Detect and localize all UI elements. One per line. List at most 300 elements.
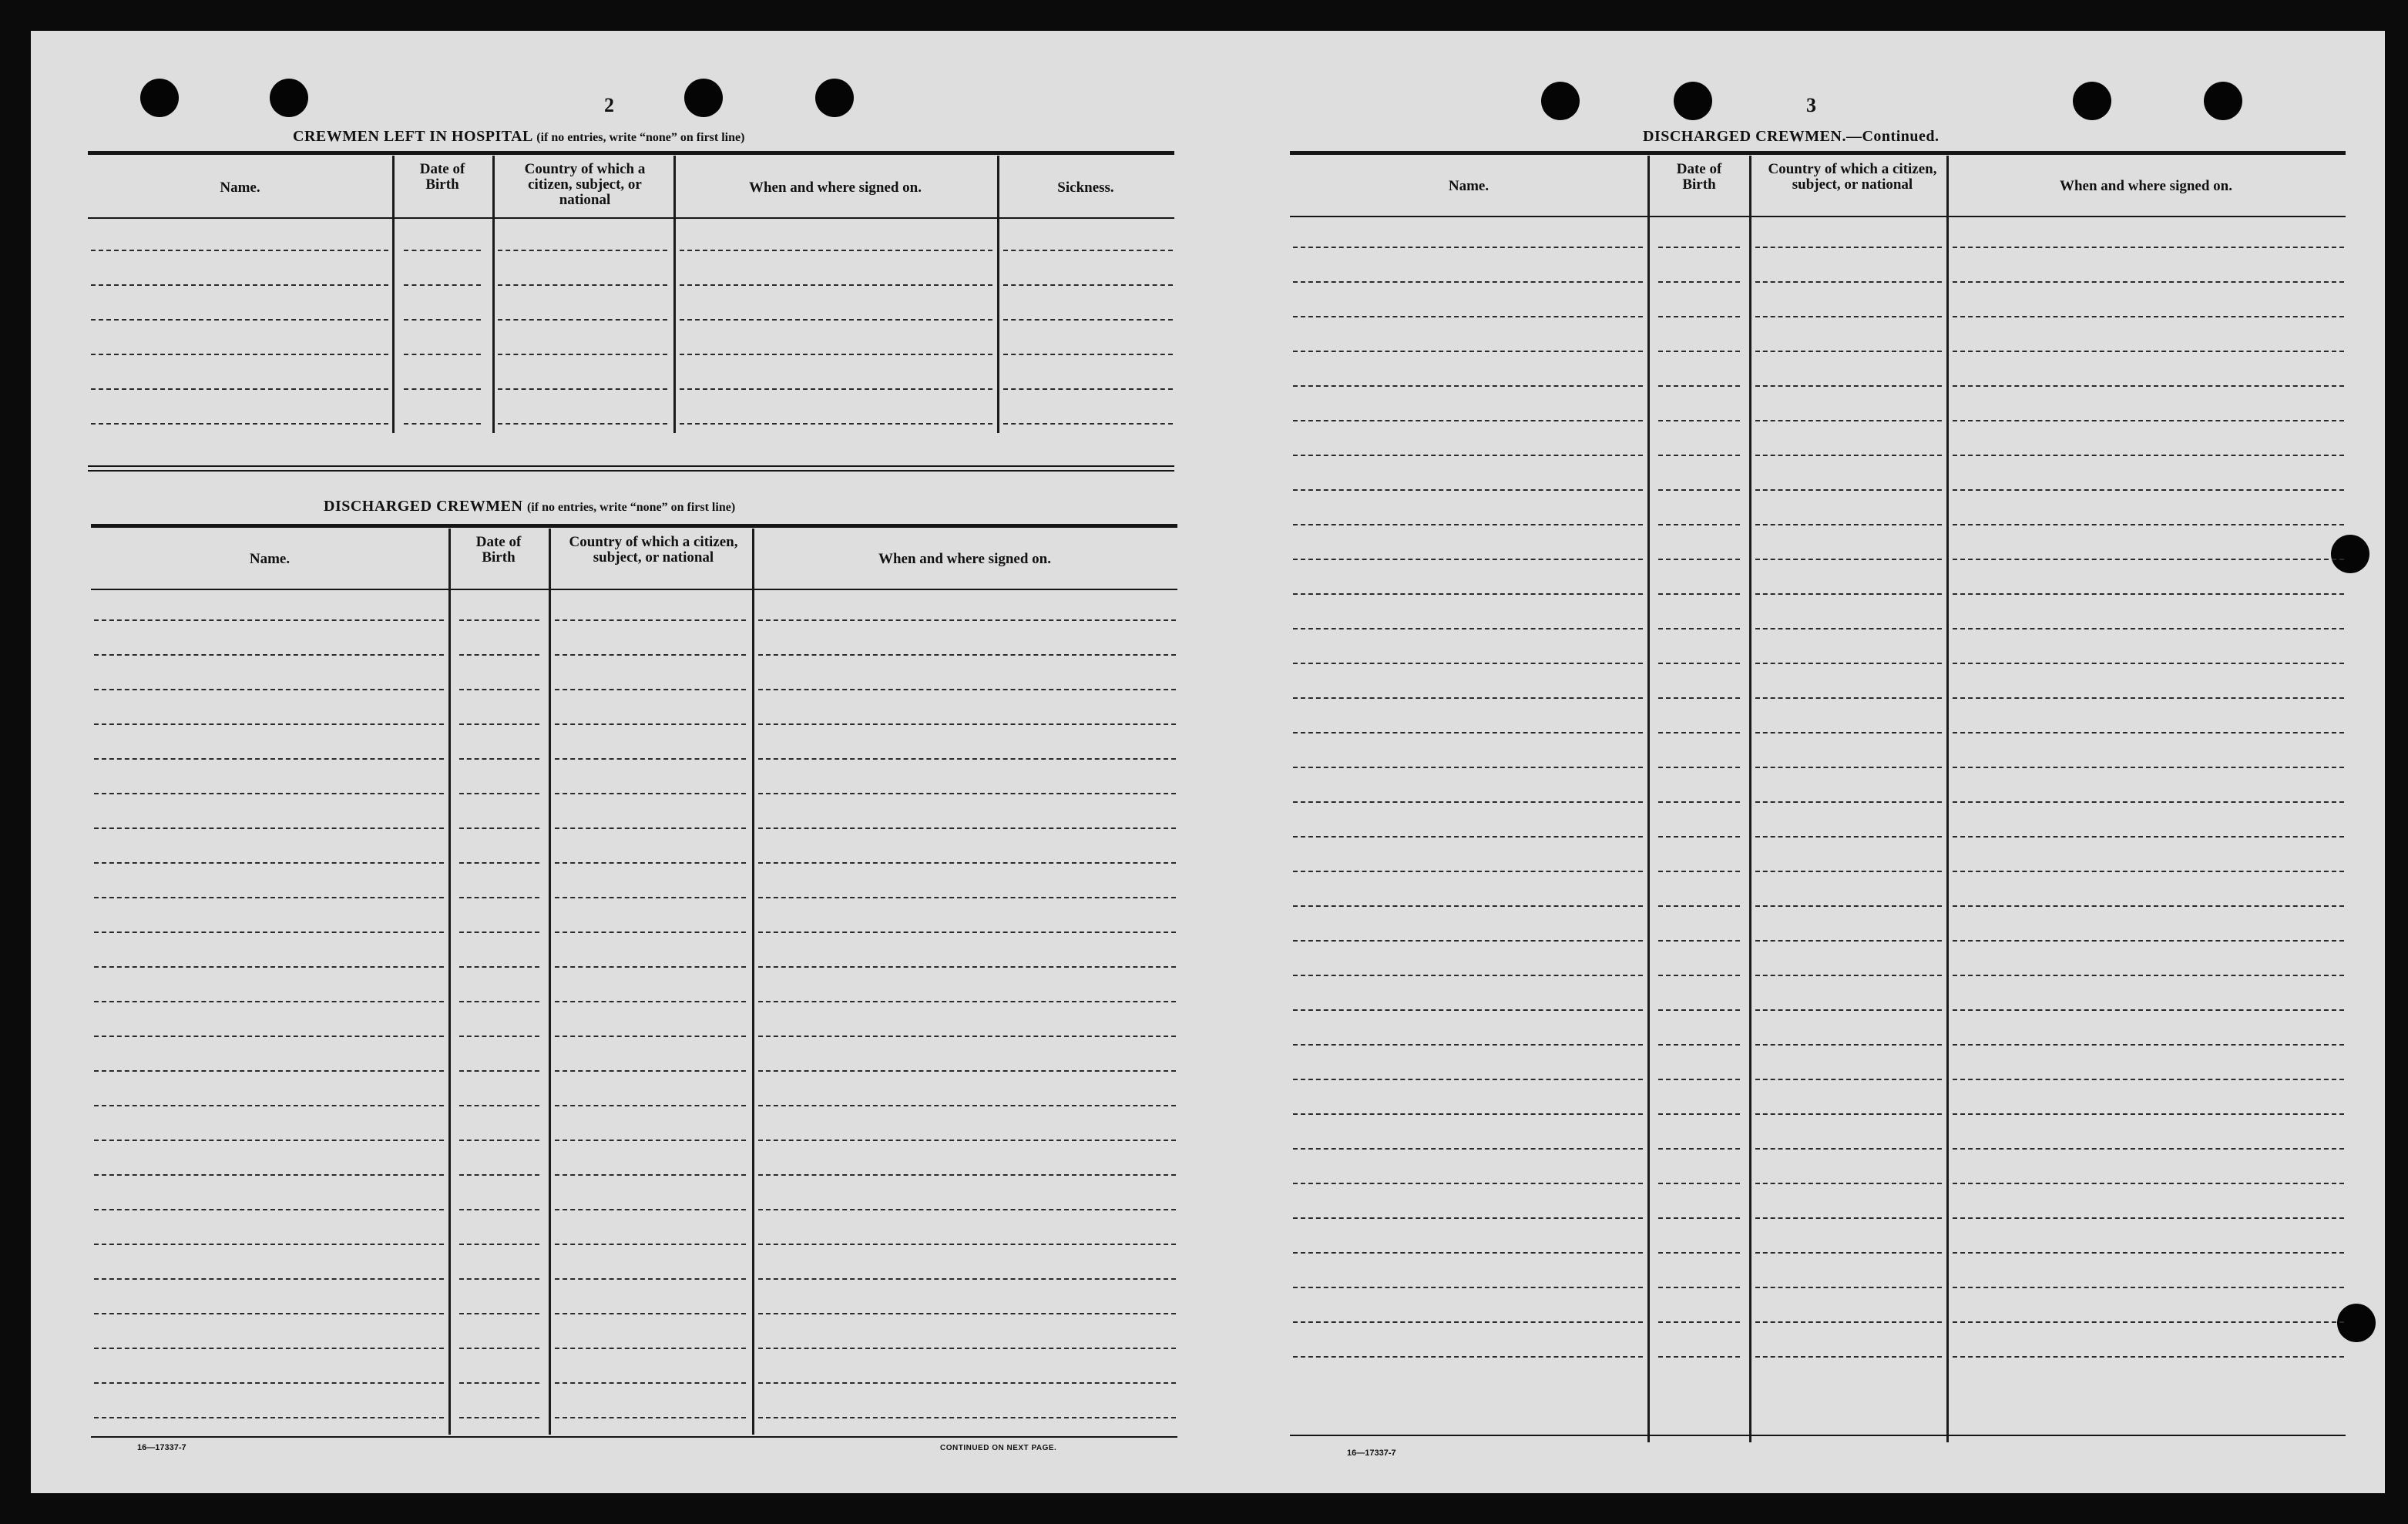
dotted-entry-line (1755, 559, 1942, 560)
dotted-entry-line (1658, 1183, 1740, 1184)
dotted-entry-line (94, 1278, 444, 1280)
column-header-country: Country of which a citizen, subject, or national (524, 161, 646, 208)
dotted-entry-line (1003, 250, 1173, 251)
dotted-entry-line (459, 689, 539, 690)
column-header-name: Name. (220, 180, 260, 196)
dotted-entry-line (1293, 489, 1643, 491)
column-header-date-of-birth: Date of Birth (419, 161, 465, 193)
dotted-entry-line (1293, 801, 1643, 803)
dotted-entry-line (1755, 593, 1942, 595)
punch-hole (270, 79, 308, 117)
dotted-entry-line (758, 1417, 1176, 1418)
dotted-entry-line (555, 932, 746, 933)
column-divider (1946, 156, 1949, 1442)
dotted-entry-line (94, 1382, 444, 1384)
dotted-entry-line (1755, 732, 1942, 733)
dotted-entry-line (1953, 1356, 2344, 1358)
dotted-entry-line (1658, 663, 1740, 664)
column-header-name: Name. (1448, 178, 1489, 194)
table-header-rule (88, 217, 1174, 219)
dotted-entry-line (1755, 1079, 1942, 1080)
dotted-entry-line (94, 758, 444, 760)
dotted-entry-line (1755, 1148, 1942, 1150)
discharged-table-left (91, 524, 1177, 1441)
dotted-entry-line (94, 723, 444, 725)
dotted-entry-line (459, 966, 539, 968)
dotted-entry-line (1658, 1079, 1740, 1080)
dotted-entry-line (758, 793, 1176, 794)
dotted-entry-line (1658, 489, 1740, 491)
dotted-entry-line (555, 758, 746, 760)
dotted-entry-line (1755, 420, 1942, 421)
page-number: 2 (604, 94, 614, 116)
punch-hole (684, 79, 723, 117)
dotted-entry-line (404, 354, 481, 355)
punch-hole (1674, 82, 1712, 120)
dotted-entry-line (94, 689, 444, 690)
column-header-sickness: Sickness. (1057, 180, 1114, 196)
dotted-entry-line (1953, 871, 2344, 872)
dotted-entry-line (1293, 628, 1643, 629)
dotted-entry-line (1293, 247, 1643, 248)
dotted-entry-line (1755, 663, 1942, 664)
dotted-entry-line (91, 284, 388, 286)
dotted-entry-line (1755, 281, 1942, 283)
column-header-country: Country of which a citizen, subject, or national (1768, 161, 1937, 193)
dotted-entry-line (1953, 1183, 2344, 1184)
dotted-entry-line (1293, 1217, 1643, 1219)
table-top-rule (88, 151, 1174, 155)
table-bottom-rule (88, 465, 1174, 467)
dotted-entry-line (1755, 697, 1942, 699)
column-divider (448, 529, 451, 1435)
dotted-entry-line (1953, 1009, 2344, 1011)
form-number: 16—17337-7 (137, 1443, 186, 1452)
discharged-section-title (324, 498, 735, 515)
dotted-entry-line (459, 1209, 539, 1210)
form-number: 16—17337-7 (1347, 1448, 1396, 1458)
dotted-entry-line (555, 1140, 746, 1141)
dotted-entry-line (1293, 1183, 1643, 1184)
dotted-entry-line (555, 1209, 746, 1210)
left-page (31, 31, 1210, 1493)
dotted-entry-line (1953, 1321, 2344, 1323)
dotted-entry-line (1658, 1287, 1740, 1288)
dotted-entry-line (1293, 1321, 1643, 1323)
column-divider (673, 156, 676, 433)
dotted-entry-line (1953, 455, 2344, 456)
dotted-entry-line (555, 862, 746, 864)
dotted-entry-line (1755, 1252, 1942, 1254)
column-header-signed-on: When and where signed on. (748, 180, 922, 196)
dotted-entry-line (1953, 940, 2344, 942)
dotted-entry-line (1953, 767, 2344, 768)
dotted-entry-line (758, 1174, 1176, 1176)
dotted-entry-line (94, 619, 444, 621)
table-bottom-rule (1290, 1435, 2346, 1436)
page-number: 3 (1806, 94, 1816, 116)
dotted-entry-line (758, 1036, 1176, 1037)
dotted-entry-line (498, 284, 667, 286)
dotted-entry-line (459, 619, 539, 621)
dotted-entry-line (1755, 1009, 1942, 1011)
dotted-entry-line (1755, 1217, 1942, 1219)
dotted-entry-line (1755, 801, 1942, 803)
dotted-entry-line (1658, 767, 1740, 768)
dotted-entry-line (555, 1036, 746, 1037)
dotted-entry-line (1755, 351, 1942, 352)
dotted-entry-line (498, 354, 667, 355)
dotted-entry-line (555, 1244, 746, 1245)
dotted-entry-line (1658, 385, 1740, 387)
dotted-entry-line (91, 423, 388, 425)
dotted-entry-line (1658, 351, 1740, 352)
dotted-entry-line (1755, 489, 1942, 491)
dotted-entry-line (94, 1244, 444, 1245)
dotted-entry-line (758, 689, 1176, 690)
dotted-entry-line (94, 1105, 444, 1106)
dotted-entry-line (680, 284, 992, 286)
dotted-entry-line (1755, 1356, 1942, 1358)
column-header-signed-on: When and where signed on. (2059, 178, 2232, 194)
dotted-entry-line (498, 250, 667, 251)
dotted-entry-line (459, 1348, 539, 1349)
dotted-entry-line (555, 827, 746, 829)
table-header-rule (1290, 216, 2346, 217)
dotted-entry-line (1755, 316, 1942, 317)
dotted-entry-line (94, 1417, 444, 1418)
discharged-title-text: DISCHARGED CREWMEN (324, 498, 523, 515)
dotted-entry-line (94, 1348, 444, 1349)
dotted-entry-line (555, 654, 746, 656)
table-bottom-rule (88, 470, 1174, 472)
dotted-entry-line (1003, 388, 1173, 390)
dotted-entry-line (1293, 1252, 1643, 1254)
dotted-entry-line (555, 1001, 746, 1002)
dotted-entry-line (1658, 1217, 1740, 1219)
dotted-entry-line (459, 1417, 539, 1418)
dotted-entry-line (1293, 281, 1643, 283)
dotted-entry-line (459, 932, 539, 933)
dotted-entry-line (758, 758, 1176, 760)
dotted-entry-line (758, 723, 1176, 725)
dotted-entry-line (459, 793, 539, 794)
dotted-entry-line (1003, 423, 1173, 425)
dotted-entry-line (1953, 351, 2344, 352)
hospital-section-title (293, 128, 744, 146)
dotted-entry-line (758, 1278, 1176, 1280)
dotted-entry-line (1953, 1252, 2344, 1254)
dotted-entry-line (1293, 975, 1643, 976)
punch-hole (140, 79, 179, 117)
dotted-entry-line (459, 1313, 539, 1314)
dotted-entry-line (1953, 1148, 2344, 1150)
dotted-entry-line (94, 1174, 444, 1176)
dotted-entry-line (1293, 767, 1643, 768)
dotted-entry-line (1755, 1321, 1942, 1323)
dotted-entry-line (1658, 420, 1740, 421)
dotted-entry-line (91, 354, 388, 355)
dotted-entry-line (1658, 1321, 1740, 1323)
discharged-continued-title: DISCHARGED CREWMEN.—Continued. (1643, 128, 1939, 145)
dotted-entry-line (1755, 871, 1942, 872)
dotted-entry-line (498, 388, 667, 390)
dotted-entry-line (1293, 1009, 1643, 1011)
dotted-entry-line (555, 1278, 746, 1280)
dotted-entry-line (1755, 836, 1942, 838)
dotted-entry-line (1953, 663, 2344, 664)
dotted-entry-line (91, 319, 388, 321)
dotted-entry-line (1953, 801, 2344, 803)
dotted-entry-line (680, 319, 992, 321)
dotted-entry-line (459, 1070, 539, 1072)
dotted-entry-line (1003, 354, 1173, 355)
column-header-country: Country of which a citizen, subject, or national (569, 534, 738, 566)
column-divider (392, 156, 395, 433)
dotted-entry-line (1953, 593, 2344, 595)
dotted-entry-line (94, 1209, 444, 1210)
dotted-entry-line (1953, 489, 2344, 491)
dotted-entry-line (1755, 905, 1942, 907)
dotted-entry-line (1293, 1356, 1643, 1358)
dotted-entry-line (1658, 1148, 1740, 1150)
dotted-entry-line (758, 1209, 1176, 1210)
dotted-entry-line (1293, 385, 1643, 387)
dotted-entry-line (1658, 455, 1740, 456)
dotted-entry-line (1755, 247, 1942, 248)
dotted-entry-line (459, 1036, 539, 1037)
column-header-date-of-birth: Date of Birth (1676, 161, 1722, 193)
dotted-entry-line (1953, 1217, 2344, 1219)
dotted-entry-line (1658, 836, 1740, 838)
dotted-entry-line (1658, 940, 1740, 942)
dotted-entry-line (1658, 281, 1740, 283)
dotted-entry-line (555, 1417, 746, 1418)
dotted-entry-line (1658, 1356, 1740, 1358)
dotted-entry-line (555, 897, 746, 898)
column-header-date-of-birth: Date of Birth (475, 534, 522, 566)
dotted-entry-line (1293, 732, 1643, 733)
dotted-entry-line (758, 1140, 1176, 1141)
dotted-entry-line (91, 388, 388, 390)
dotted-entry-line (1755, 975, 1942, 976)
right-page (1210, 31, 2385, 1493)
dotted-entry-line (1953, 1113, 2344, 1115)
dotted-entry-line (555, 619, 746, 621)
dotted-entry-line (1658, 247, 1740, 248)
dotted-entry-line (1755, 1287, 1942, 1288)
dotted-entry-line (758, 966, 1176, 968)
column-divider (549, 529, 551, 1435)
column-divider (752, 529, 754, 1435)
dotted-entry-line (555, 1105, 746, 1106)
dotted-entry-line (1755, 767, 1942, 768)
dotted-entry-line (1755, 1044, 1942, 1046)
dotted-entry-line (758, 619, 1176, 621)
dotted-entry-line (94, 862, 444, 864)
dotted-entry-line (1003, 284, 1173, 286)
dotted-entry-line (1293, 1148, 1643, 1150)
dotted-entry-line (758, 827, 1176, 829)
hospital-title-text: CREWMEN LEFT IN HOSPITAL (293, 128, 532, 145)
dotted-entry-line (1953, 316, 2344, 317)
dotted-entry-line (1953, 524, 2344, 525)
table-top-rule (91, 524, 1177, 528)
dotted-entry-line (94, 1070, 444, 1072)
dotted-entry-line (1658, 801, 1740, 803)
dotted-entry-line (459, 1105, 539, 1106)
dotted-entry-line (459, 1382, 539, 1384)
dotted-entry-line (1755, 940, 1942, 942)
dotted-entry-line (758, 1348, 1176, 1349)
dotted-entry-line (459, 1244, 539, 1245)
dotted-entry-line (1953, 420, 2344, 421)
dotted-entry-line (1953, 559, 2344, 560)
dotted-entry-line (1658, 316, 1740, 317)
dotted-entry-line (1658, 628, 1740, 629)
dotted-entry-line (555, 1313, 746, 1314)
punch-hole (2204, 82, 2242, 120)
dotted-entry-line (404, 284, 481, 286)
dotted-entry-line (459, 1278, 539, 1280)
continued-note: CONTINUED ON NEXT PAGE. (940, 1444, 1057, 1452)
dotted-entry-line (1293, 663, 1643, 664)
dotted-entry-line (555, 1382, 746, 1384)
dotted-entry-line (555, 793, 746, 794)
dotted-entry-line (1658, 905, 1740, 907)
dotted-entry-line (1293, 1044, 1643, 1046)
dotted-entry-line (94, 827, 444, 829)
dotted-entry-line (680, 388, 992, 390)
dotted-entry-line (1658, 593, 1740, 595)
dotted-entry-line (555, 1070, 746, 1072)
dotted-entry-line (1293, 316, 1643, 317)
dotted-entry-line (1658, 697, 1740, 699)
dotted-entry-line (1953, 732, 2344, 733)
table-top-rule (1290, 151, 2346, 155)
dotted-entry-line (1953, 975, 2344, 976)
dotted-entry-line (1755, 455, 1942, 456)
hospital-title-note: (if no entries, write “none” on first line) (536, 131, 745, 144)
dotted-entry-line (94, 1140, 444, 1141)
dotted-entry-line (758, 1001, 1176, 1002)
punch-hole (815, 79, 854, 117)
dotted-entry-line (758, 654, 1176, 656)
dotted-entry-line (94, 654, 444, 656)
dotted-entry-line (680, 250, 992, 251)
punch-hole (1541, 82, 1580, 120)
dotted-entry-line (1003, 319, 1173, 321)
column-divider (997, 156, 999, 433)
dotted-entry-line (1293, 871, 1643, 872)
dotted-entry-line (404, 423, 481, 425)
dotted-entry-line (758, 1070, 1176, 1072)
dotted-entry-line (94, 932, 444, 933)
dotted-entry-line (1293, 1287, 1643, 1288)
column-header-signed-on: When and where signed on. (878, 551, 1051, 567)
dotted-entry-line (1293, 1079, 1643, 1080)
dotted-entry-line (1953, 697, 2344, 699)
dotted-entry-line (1658, 732, 1740, 733)
dotted-entry-line (1755, 1183, 1942, 1184)
dotted-entry-line (94, 1036, 444, 1037)
table-header-rule (91, 589, 1177, 590)
dotted-entry-line (680, 423, 992, 425)
discharged-title-note: (if no entries, write “none” on first line) (526, 501, 736, 514)
dotted-entry-line (459, 1140, 539, 1141)
dotted-entry-line (1293, 524, 1643, 525)
dotted-entry-line (498, 319, 667, 321)
dotted-entry-line (94, 897, 444, 898)
dotted-entry-line (758, 1244, 1176, 1245)
dotted-entry-line (1658, 1113, 1740, 1115)
dotted-entry-line (91, 250, 388, 251)
dotted-entry-line (1293, 559, 1643, 560)
dotted-entry-line (1293, 420, 1643, 421)
dotted-entry-line (1293, 593, 1643, 595)
column-divider (1647, 156, 1650, 1442)
dotted-entry-line (459, 897, 539, 898)
dotted-entry-line (1755, 628, 1942, 629)
dotted-entry-line (404, 319, 481, 321)
dotted-entry-line (555, 689, 746, 690)
dotted-entry-line (1658, 871, 1740, 872)
dotted-entry-line (1953, 281, 2344, 283)
dotted-entry-line (459, 1001, 539, 1002)
dotted-entry-line (1953, 1044, 2344, 1046)
dotted-entry-line (1293, 905, 1643, 907)
punch-hole (2073, 82, 2111, 120)
dotted-entry-line (1658, 559, 1740, 560)
hospital-table (88, 151, 1174, 475)
column-divider (1749, 156, 1751, 1442)
dotted-entry-line (1293, 351, 1643, 352)
dotted-entry-line (404, 388, 481, 390)
dotted-entry-line (459, 1174, 539, 1176)
dotted-entry-line (758, 1382, 1176, 1384)
dotted-entry-line (498, 423, 667, 425)
dotted-entry-line (1755, 385, 1942, 387)
dotted-entry-line (459, 862, 539, 864)
dotted-entry-line (758, 897, 1176, 898)
dotted-entry-line (1293, 697, 1643, 699)
dotted-entry-line (1755, 524, 1942, 525)
dotted-entry-line (555, 1174, 746, 1176)
discharged-table-right (1290, 151, 2346, 1445)
dotted-entry-line (758, 862, 1176, 864)
dotted-entry-line (1658, 1252, 1740, 1254)
column-header-name: Name. (249, 551, 291, 567)
dotted-entry-line (1953, 1287, 2344, 1288)
dotted-entry-line (1953, 247, 2344, 248)
dotted-entry-line (555, 723, 746, 725)
dotted-entry-line (555, 1348, 746, 1349)
dotted-entry-line (94, 966, 444, 968)
dotted-entry-line (459, 654, 539, 656)
dotted-entry-line (1293, 1113, 1643, 1115)
dotted-entry-line (1953, 385, 2344, 387)
dotted-entry-line (94, 1313, 444, 1314)
dotted-entry-line (1658, 975, 1740, 976)
dotted-entry-line (1953, 1079, 2344, 1080)
dotted-entry-line (758, 1105, 1176, 1106)
dotted-entry-line (555, 966, 746, 968)
dotted-entry-line (758, 1313, 1176, 1314)
dotted-entry-line (1755, 1113, 1942, 1115)
dotted-entry-line (94, 793, 444, 794)
dotted-entry-line (459, 827, 539, 829)
dotted-entry-line (680, 354, 992, 355)
